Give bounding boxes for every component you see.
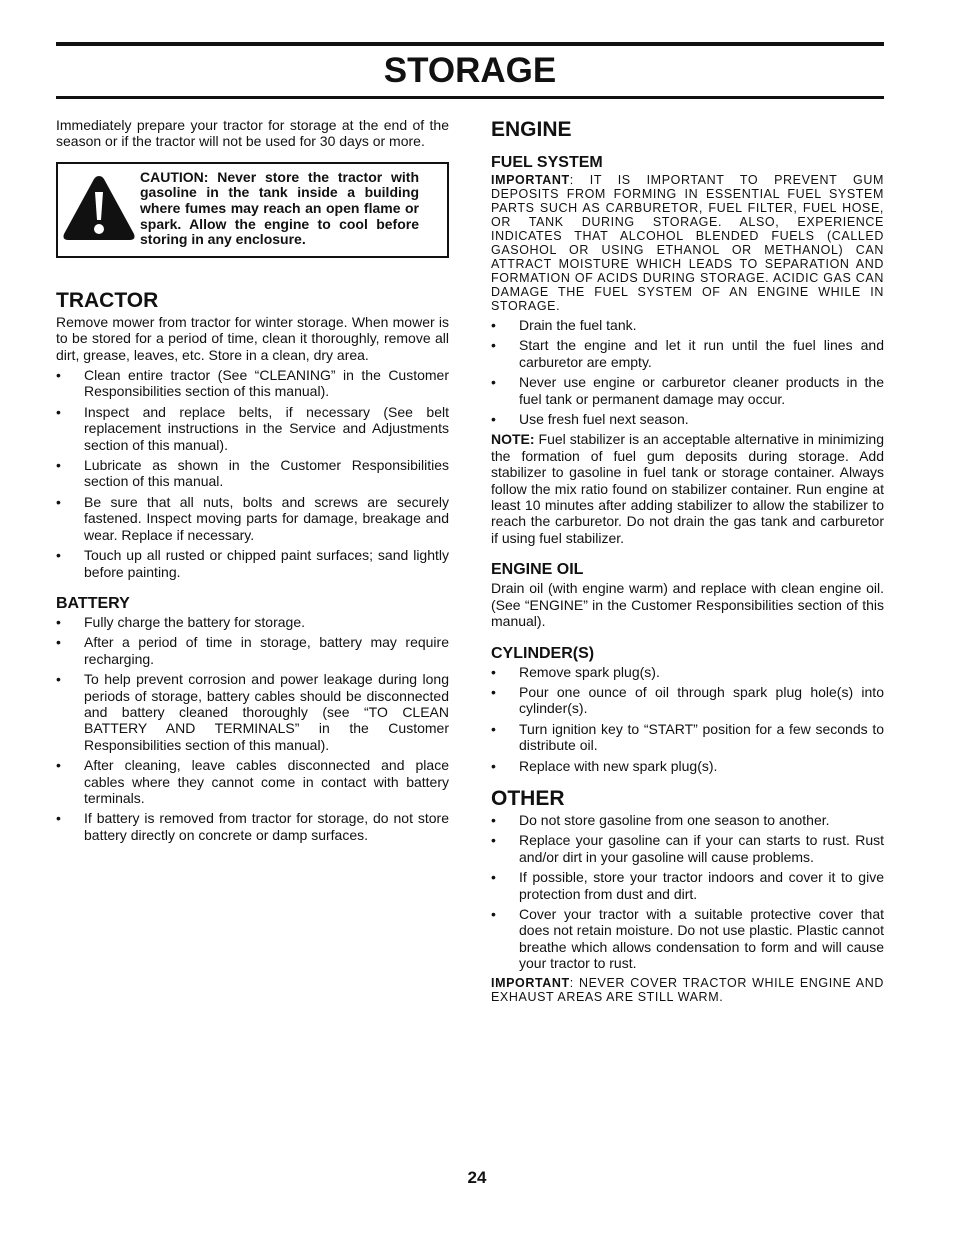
right-column — [491, 117, 884, 1008]
list-item: • Do not store gasoline from one season to another. — [491, 812, 884, 828]
other-heading: OTHER — [491, 786, 565, 810]
other-list — [491, 812, 884, 972]
list-item: • Never use engine or carburetor cleaner products in the fuel tank or permanent damage may occur. — [491, 374, 884, 407]
caution-text: CAUTION: Never store the tractor with gasoline in the tank inside a building where fumes may reach an open flame or spark. Allow the engine to cool before storing in any enclosure. — [140, 168, 419, 248]
list-item: • Pour one ounce of oil through spark plug hole(s) into cylinder(s). — [491, 684, 884, 717]
list-item: • Start the engine and let it run until the fuel lines and carburetor are empty. — [491, 337, 884, 370]
intro-paragraph: Immediately prepare your tractor for storage at the end of the season or if the tractor will not be used for 30 days or more. — [56, 117, 449, 150]
important-label: IMPORTANT — [491, 975, 570, 990]
tractor-paragraph: Remove mower from tractor for winter storage. When mower is to be stored for a period of time, clean it thoroughly, remove all dirt, grease, leaves, etc. Store in a clean, dry area. — [56, 313, 449, 363]
fuel-note-paragraph — [491, 431, 884, 546]
list-item: • Touch up all rusted or chipped paint surfaces; sand lightly before painting. — [56, 547, 449, 580]
cylinders-heading: CYLINDER(S) — [491, 644, 595, 662]
fuel-system-heading: FUEL SYSTEM — [491, 154, 603, 171]
other-important-paragraph — [491, 976, 884, 1004]
page-number: 24 — [467, 1168, 487, 1187]
list-item: • Replace your gasoline can if your can starts to rust. Rust and/or dirt in your gasoline will cause problems. — [491, 832, 884, 865]
list-item: • After cleaning, leave cables disconnected and place cables where they cannot come in contact with battery terminals. — [56, 757, 449, 806]
important-text: : NEVER COVER TRACTOR WHILE ENGINE AND EXHAUST AREAS ARE STILL WARM. — [491, 975, 884, 1004]
list-item: • Turn ignition key to “START” position for a few seconds to distribute oil. — [491, 721, 884, 754]
left-column — [56, 117, 449, 847]
list-item: • Use fresh fuel next season. — [491, 411, 884, 427]
engine-oil-heading: ENGINE OIL — [491, 561, 584, 579]
battery-heading: BATTERY — [56, 594, 130, 612]
list-item: • Fully charge the battery for storage. — [56, 614, 449, 630]
tractor-list — [56, 367, 449, 580]
page-title: STORAGE — [383, 51, 557, 90]
important-label: IMPORTANT — [491, 173, 570, 187]
note-text: Fuel stabilizer is an acceptable alternative in minimizing the formation of fuel gum deposits during storage. Add stabilizer to gasoline in fuel tank or storage container. Always follow the mix ratio found on stabilizer container. Run engine at least 10 minutes after adding stabilizer to allow the stabilizer to reach the carburetor. Do not drain the gas tank and carburetor if using fuel stabilizer. — [491, 431, 884, 546]
engine-heading: ENGINE — [491, 118, 572, 141]
caution-box — [56, 162, 449, 258]
note-label: NOTE: — [491, 431, 535, 448]
list-item: • Remove spark plug(s). — [491, 664, 884, 680]
title-bottom-rule — [56, 96, 884, 99]
important-text: : IT IS IMPORTANT TO PREVENT GUM DEPOSITS FROM FORMING IN ESSENTIAL FUEL SYSTEM PARTS SUCH AS CARBURETOR, FUEL FILTER, FUEL HOSE, OR TANK DURING STORAGE. ALSO, EXPERIENCE INDICATES THAT ALCOHOL BLENDED FUELS (CALLED GASOHOL OR USING ETHANOL OR METHANOL) CAN ATTRACT MOISTURE WHICH LEADS TO SEPARATION AND FORMATION OF ACIDS DURING STORAGE. ACIDIC GAS CAN DAMAGE THE FUEL SYSTEM OF AN ENGINE WHILE IN STORAGE. — [491, 173, 884, 313]
list-item: • Inspect and replace belts, if necessary (See belt replacement instructions in the Service and Adjustments section of this manual). — [56, 404, 449, 453]
warning-triangle-icon — [62, 174, 136, 242]
list-item: • Clean entire tractor (See “CLEANING” in the Customer Responsibilities section of this manual). — [56, 367, 449, 400]
fuel-important-paragraph — [491, 173, 884, 313]
list-item: • After a period of time in storage, battery may require recharging. — [56, 634, 449, 667]
list-item: • If battery is removed from tractor for storage, do not store battery directly on concrete or damp surfaces. — [56, 810, 449, 843]
list-item: • To help prevent corrosion and power leakage during long periods of storage, battery cables should be disconnected and battery cleaned thoroughly (see “TO CLEAN BATTERY AND TERMINALS” in the Customer Responsibilities section of this manual). — [56, 671, 449, 753]
cylinders-list — [491, 664, 884, 774]
list-item: • Lubricate as shown in the Customer Responsibilities section of this manual. — [56, 457, 449, 490]
tractor-heading: TRACTOR — [56, 288, 159, 312]
list-item: • Cover your tractor with a suitable protective cover that does not retain moisture. Do not use plastic. Plastic cannot breathe which allows condensation to form and will cause your tractor to rust. — [491, 906, 884, 972]
list-item: • If possible, store your tractor indoors and cover it to give protection from dust and dirt. — [491, 869, 884, 902]
list-item: • Be sure that all nuts, bolts and screws are securely fastened. Inspect moving parts for damage, breakage and wear. Replace if necessary. — [56, 494, 449, 543]
engine-oil-paragraph: Drain oil (with engine warm) and replace with clean engine oil. (See “ENGINE” in the Customer Responsibilities section of this manual). — [491, 580, 884, 630]
fuel-system-list — [491, 317, 884, 427]
battery-list — [56, 614, 449, 843]
list-item: • Drain the fuel tank. — [491, 317, 884, 333]
list-item: • Replace with new spark plug(s). — [491, 758, 884, 774]
